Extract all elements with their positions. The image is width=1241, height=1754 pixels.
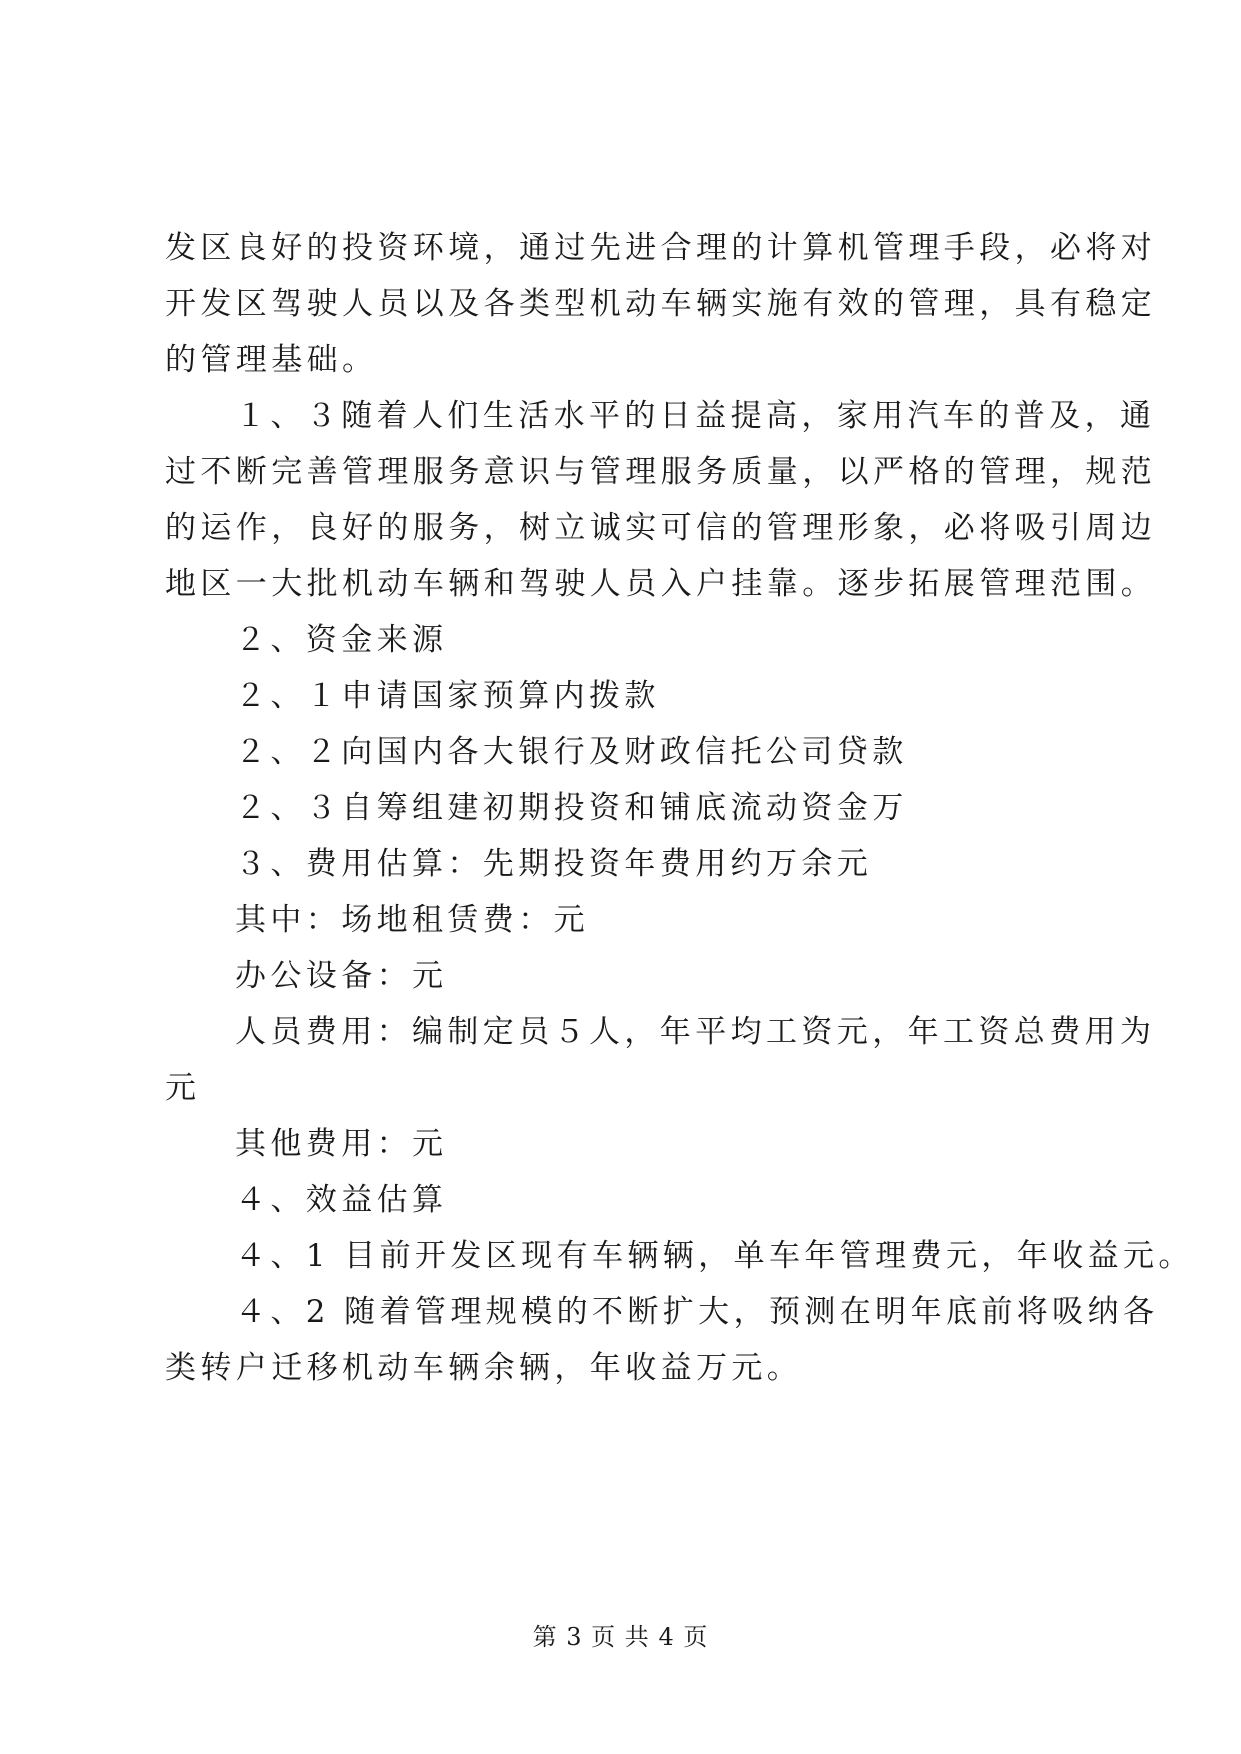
text-line: 地区一大批机动车辆和驾驶人员入户挂靠。逐步拓展管理范围。 [165, 566, 1157, 602]
page-number-footer: 第 3 页 共 4 页 [532, 1623, 709, 1651]
list-item: ２、３自筹组建初期投资和铺底流动资金万 [235, 790, 908, 826]
list-item: ４、1 目前开发区现有车辆辆，单车年管理费元，年收益元。 [235, 1238, 1194, 1274]
text-line: 类转户迁移机动车辆余辆，年收益万元。 [165, 1350, 803, 1386]
list-item: 其他费用：元 [235, 1126, 448, 1162]
list-item: 办公设备：元 [235, 958, 448, 994]
list-item: ２、２向国内各大银行及财政信托公司贷款 [235, 734, 908, 770]
list-item: ２、１申请国家预算内拨款 [235, 678, 660, 714]
text-line: 过不断完善管理服务意识与管理服务质量，以严格的管理，规范 [165, 454, 1157, 490]
list-item: ４、2 随着管理规模的不断扩大，预测在明年底前将吸纳各 [235, 1294, 1159, 1330]
section-heading: ４、效益估算 [235, 1182, 448, 1218]
section-heading: ３、费用估算：先期投资年费用约万余元 [235, 846, 873, 882]
text-line: １、３随着人们生活水平的日益提高，家用汽车的普及，通 [235, 398, 1156, 434]
text-line: 的管理基础。 [165, 342, 378, 378]
text-line: 开发区驾驶人员以及各类型机动车辆实施有效的管理，具有稳定 [165, 286, 1157, 322]
list-item: 人员费用：编制定员５人，年平均工资元，年工资总费用为 [235, 1014, 1156, 1050]
text-line: 元 [165, 1070, 201, 1106]
text-line: 的运作，良好的服务，树立诚实可信的管理形象，必将吸引周边 [165, 510, 1157, 546]
list-item: 其中：场地租赁费：元 [235, 902, 589, 938]
section-heading: ２、资金来源 [235, 622, 448, 658]
text-line: 发区良好的投资环境，通过先进合理的计算机管理手段，必将对 [165, 230, 1157, 266]
